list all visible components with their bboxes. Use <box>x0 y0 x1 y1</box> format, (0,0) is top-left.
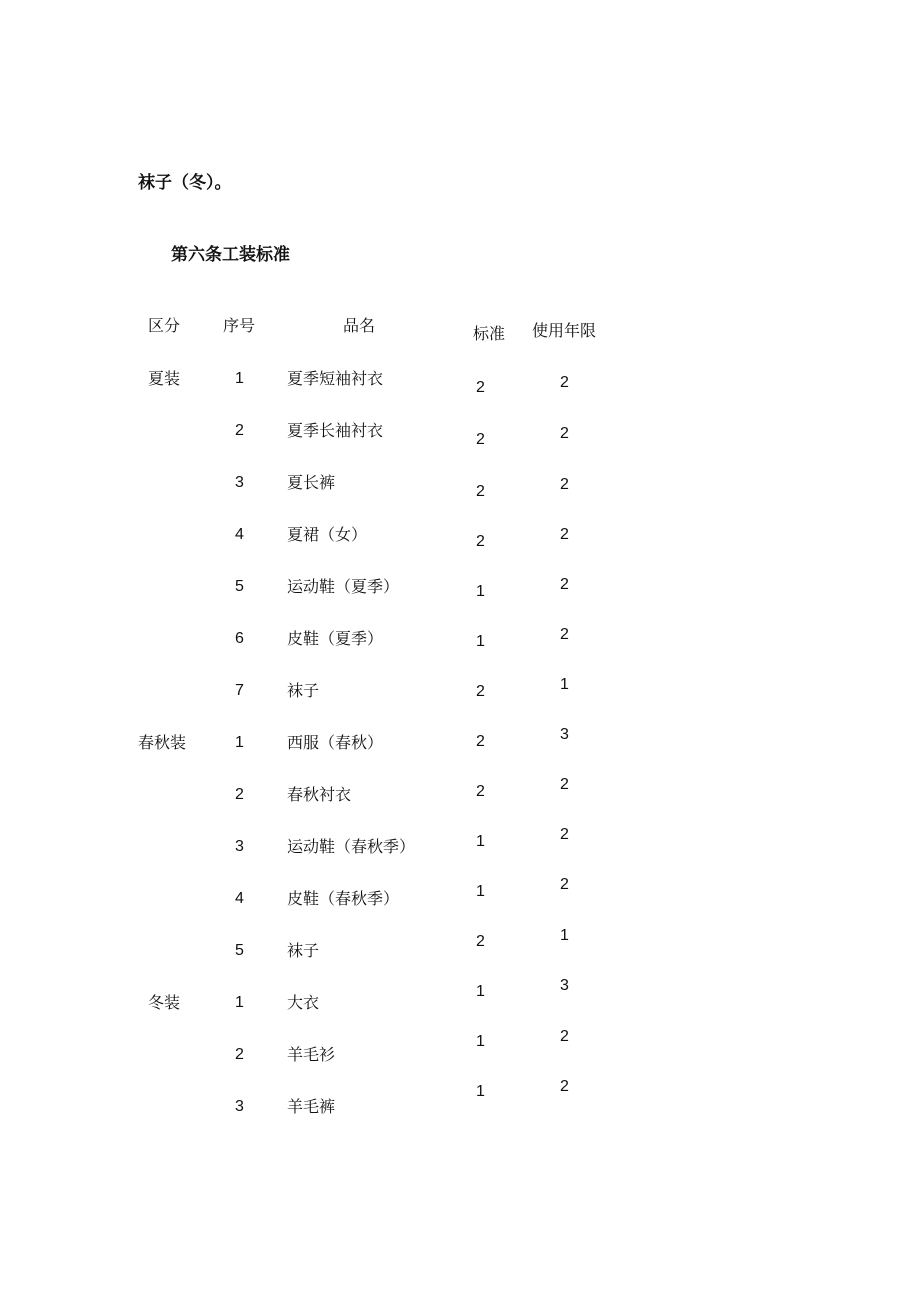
row-name: 袜子 <box>287 681 320 700</box>
row-name: 皮鞋（夏季） <box>287 629 384 648</box>
row-seq: 3 <box>235 474 244 491</box>
row-category: 春秋装 <box>138 733 187 752</box>
row-seq: 2 <box>235 1046 244 1063</box>
section-title: 第六条工装标准 <box>171 245 290 265</box>
row-standard: 2 <box>476 733 485 750</box>
row-years: 2 <box>560 1028 569 1045</box>
row-name: 夏裙（女） <box>287 525 368 544</box>
row-name: 皮鞋（春秋季） <box>287 889 400 908</box>
row-seq: 3 <box>235 1098 244 1115</box>
row-standard: 1 <box>476 633 485 650</box>
row-standard: 2 <box>476 933 485 950</box>
row-standard: 2 <box>476 379 485 396</box>
row-category: 冬装 <box>148 993 181 1012</box>
header-standard: 标准 <box>473 324 506 343</box>
row-seq: 1 <box>235 994 244 1011</box>
row-name: 夏季长袖衬衣 <box>287 421 384 440</box>
row-years: 2 <box>560 425 569 442</box>
row-years: 2 <box>560 776 569 793</box>
row-years: 3 <box>560 977 569 994</box>
row-seq: 4 <box>235 890 244 907</box>
row-standard: 2 <box>476 783 485 800</box>
row-name: 运动鞋（春秋季） <box>287 837 416 856</box>
row-name: 春秋衬衣 <box>287 785 352 804</box>
row-seq: 2 <box>235 786 244 803</box>
row-years: 3 <box>560 726 569 743</box>
row-name: 夏长裤 <box>287 473 336 492</box>
row-seq: 5 <box>235 942 244 959</box>
row-standard: 1 <box>476 983 485 1000</box>
row-seq: 6 <box>235 630 244 647</box>
row-years: 2 <box>560 876 569 893</box>
row-seq: 1 <box>235 370 244 387</box>
row-name: 大衣 <box>287 993 320 1012</box>
row-seq: 2 <box>235 422 244 439</box>
header-category: 区分 <box>148 316 181 335</box>
intro-line: 袜子（冬）。 <box>138 173 232 193</box>
row-seq: 4 <box>235 526 244 543</box>
header-years: 使用年限 <box>532 321 597 340</box>
row-standard: 2 <box>476 533 485 550</box>
row-years: 1 <box>560 676 569 693</box>
row-seq: 1 <box>235 734 244 751</box>
row-standard: 1 <box>476 833 485 850</box>
row-years: 2 <box>560 476 569 493</box>
row-standard: 2 <box>476 483 485 500</box>
row-standard: 1 <box>476 1083 485 1100</box>
row-years: 2 <box>560 576 569 593</box>
row-name: 羊毛裤 <box>287 1097 336 1116</box>
header-seq: 序号 <box>223 316 256 335</box>
row-seq: 5 <box>235 578 244 595</box>
row-category: 夏装 <box>148 369 181 388</box>
row-years: 1 <box>560 927 569 944</box>
row-seq: 7 <box>235 682 244 699</box>
row-years: 2 <box>560 1078 569 1095</box>
row-years: 2 <box>560 526 569 543</box>
row-name: 运动鞋（夏季） <box>287 577 400 596</box>
row-name: 西服（春秋） <box>287 733 384 752</box>
row-standard: 1 <box>476 1033 485 1050</box>
row-name: 夏季短袖衬衣 <box>287 369 384 388</box>
row-years: 2 <box>560 626 569 643</box>
row-name: 羊毛衫 <box>287 1045 336 1064</box>
row-name: 袜子 <box>287 941 320 960</box>
row-standard: 2 <box>476 431 485 448</box>
row-standard: 1 <box>476 583 485 600</box>
row-standard: 2 <box>476 683 485 700</box>
header-name: 品名 <box>343 316 376 335</box>
row-seq: 3 <box>235 838 244 855</box>
row-years: 2 <box>560 826 569 843</box>
row-standard: 1 <box>476 883 485 900</box>
row-years: 2 <box>560 374 569 391</box>
